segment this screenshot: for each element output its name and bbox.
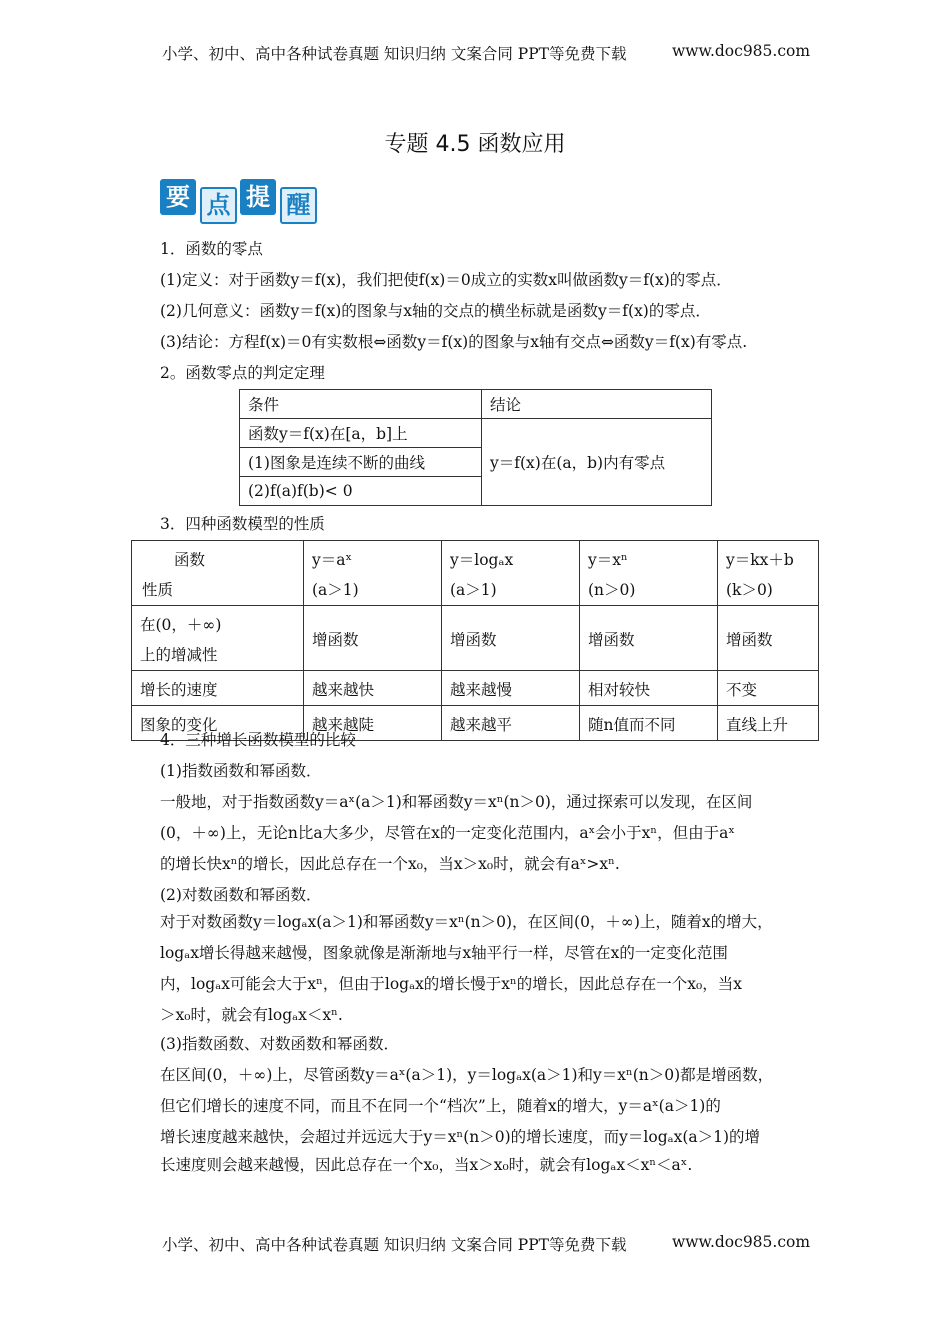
row-label-growth-speed: 增长的速度 xyxy=(132,671,304,706)
section-3-heading: 3．四种函数模型的性质 xyxy=(160,515,325,533)
paragraph-line: logₐx增长得越来越慢，图象就像是渐渐地与x轴平行一样，尽管在x的一定变化范围 xyxy=(160,944,728,962)
condition-row-3: (2)f(a)f(b)< 0 xyxy=(240,477,482,506)
col-header-log xyxy=(442,541,580,606)
paragraph-line: 内，logₐx可能会大于xⁿ，但由于logₐx的增长慢于xⁿ的增长，因此总存在一个x₀，当x xyxy=(160,975,742,993)
table-cell: 增函数 xyxy=(718,606,819,671)
row-label-line-1: 在(0，＋∞) xyxy=(140,616,222,634)
header-text: 小学、初中、高中各种试卷真题 知识归纳 文案合同 PPT等免费下载 xyxy=(162,45,627,63)
corner-property: 性质 xyxy=(142,581,174,599)
col-header-exp xyxy=(304,541,442,606)
badge-char-2: 点 xyxy=(200,187,237,224)
row-label-monotonic xyxy=(132,606,304,671)
badge-char-1: 要 xyxy=(160,179,196,215)
header-url[interactable]: www.doc985.com xyxy=(672,42,811,60)
condition-row-1: 函数y＝f(x)在[a，b]上 xyxy=(240,419,482,448)
zero-definition: (1)定义：对于函数y＝f(x)，我们把使f(x)＝0成立的实数x叫做函数y＝f(x)的零点． xyxy=(160,271,732,289)
row-label-line-2: 上的增减性 xyxy=(140,646,218,664)
row-label-graph-change: 图象的变化 xyxy=(132,706,304,741)
condition-row-2: (1)图象是连续不断的曲线 xyxy=(240,448,482,477)
col-formula: y＝logₐx xyxy=(450,551,514,569)
table-cell: 越来越快 xyxy=(304,671,442,706)
zero-conclusion: (3)结论：方程f(x)＝0有实数根⇔函数y＝f(x)的图象与x轴有交点⇔函数y＝f(x)有零点. xyxy=(160,333,748,351)
conclusion-cell: y＝f(x)在(a，b)内有零点 xyxy=(482,419,712,506)
col-header-power xyxy=(580,541,718,606)
paragraph-line: ＞x₀时，就会有logₐx＜xⁿ. xyxy=(160,1006,343,1024)
paragraph-line: 一般地，对于指数函数y＝aˣ(a＞1)和幂函数y＝xⁿ(n＞0)，通过探索可以发现，在区间 xyxy=(160,793,753,811)
paragraph-line: 但它们增长的速度不同，而且不在同一个“档次”上，随着x的增大，y＝aˣ(a＞1)的 xyxy=(160,1097,721,1115)
table-cell: 增函数 xyxy=(304,606,442,671)
table-header-conclusion: 结论 xyxy=(482,390,712,419)
subsection-log-power: (2)对数函数和幂函数． xyxy=(160,886,322,904)
col-condition: (n＞0) xyxy=(588,581,636,599)
col-header-linear xyxy=(718,541,819,606)
paragraph-line: 增长速度越来越快，会超过并远远大于y＝xⁿ(n＞0)的增长速度，而y＝logₐx(a＞1)的增 xyxy=(160,1128,761,1146)
page-title: 专题 4.5 函数应用 xyxy=(384,132,566,157)
badge-char-3: 提 xyxy=(240,179,276,215)
badge-char-4: 醒 xyxy=(280,187,317,224)
paragraph-line: 对于对数函数y＝logₐx(a＞1)和幂函数y＝xⁿ(n＞0)，在区间(0，＋∞)上，随着x的增大， xyxy=(160,913,773,931)
zero-geometric-meaning: (2)几何意义：函数y＝f(x)的图象与x轴的交点的横坐标就是函数y＝f(x)的零点． xyxy=(160,302,711,320)
col-condition: (a＞1) xyxy=(312,581,359,599)
section-2-heading: 2。函数零点的判定定理 xyxy=(160,364,325,382)
subsection-exp-log-power: (3)指数函数、对数函数和幂函数． xyxy=(160,1035,399,1053)
paragraph-line: 在区间(0，＋∞)上，尽管函数y＝aˣ(a＞1)，y＝logₐx(a＞1)和y＝xⁿ(n＞0)都是增函数， xyxy=(160,1066,774,1084)
table-cell: 随n值而不同 xyxy=(580,706,718,741)
footer-url[interactable]: www.doc985.com xyxy=(672,1233,811,1251)
table-cell: 相对较快 xyxy=(580,671,718,706)
subsection-exp-power: (1)指数函数和幂函数． xyxy=(160,762,322,780)
footer-text: 小学、初中、高中各种试卷真题 知识归纳 文案合同 PPT等免费下载 xyxy=(162,1236,627,1254)
table-cell: 越来越平 xyxy=(442,706,580,741)
col-condition: (a＞1) xyxy=(450,581,497,599)
paragraph-line: 的增长快xⁿ的增长，因此总存在一个x₀，当x＞x₀时，就会有aˣ>xⁿ. xyxy=(160,855,620,873)
table-corner xyxy=(132,541,304,606)
table-header-condition: 条件 xyxy=(240,390,482,419)
table-cell: 不变 xyxy=(718,671,819,706)
section-4-heading: 4．三种增长函数模型的比较 xyxy=(160,731,356,749)
col-formula: y＝kx＋b xyxy=(726,551,794,569)
col-condition: (k＞0) xyxy=(726,581,773,599)
zero-theorem-table xyxy=(239,389,712,506)
table-cell: 越来越慢 xyxy=(442,671,580,706)
paragraph-line: (0，＋∞)上，无论n比a大多少，尽管在x的一定变化范围内，aˣ会小于xⁿ，但由于aˣ xyxy=(160,824,735,842)
col-formula: y＝xⁿ xyxy=(588,551,628,569)
function-model-table xyxy=(131,540,819,741)
col-formula: y＝aˣ xyxy=(312,551,353,569)
table-cell: 增函数 xyxy=(580,606,718,671)
table-cell: 越来越陡 xyxy=(304,706,442,741)
corner-function: 函数 xyxy=(174,551,206,569)
table-cell: 直线上升 xyxy=(718,706,819,741)
paragraph-line: 长速度则会越来越慢，因此总存在一个x₀，当x＞x₀时，就会有logₐx＜xⁿ＜aˣ. xyxy=(160,1156,693,1174)
section-1-heading: 1．函数的零点 xyxy=(160,240,263,258)
table-cell: 增函数 xyxy=(442,606,580,671)
